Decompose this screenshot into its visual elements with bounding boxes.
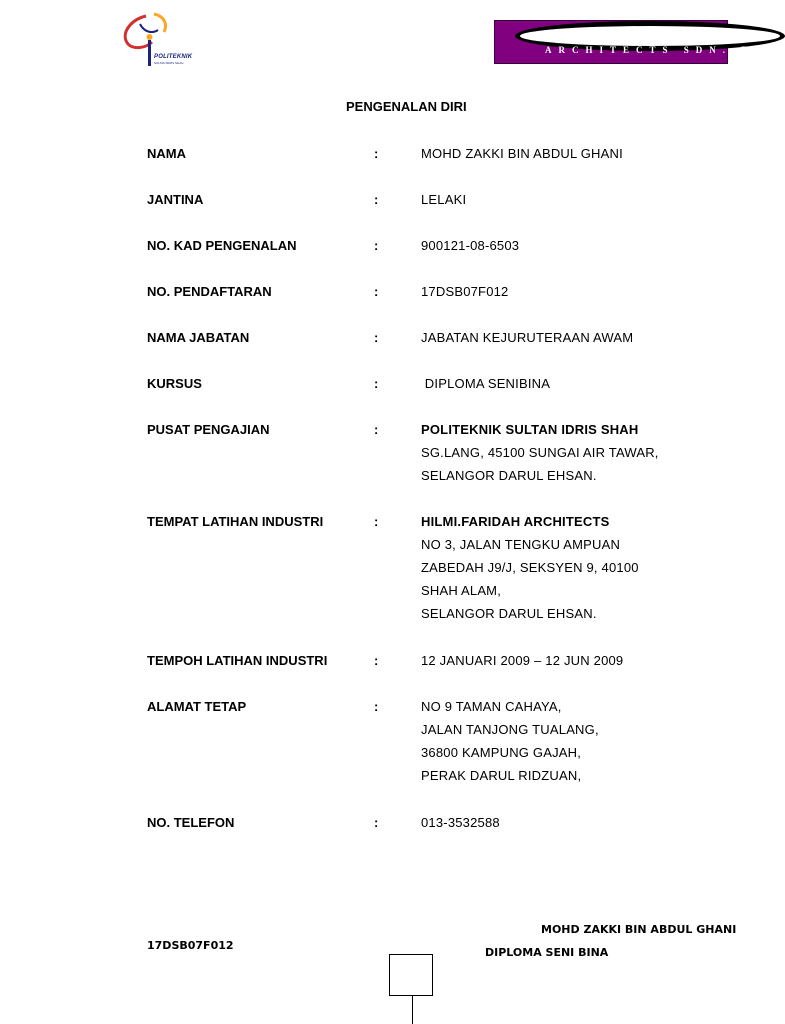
footer-registration-number: 17DSB07F012	[147, 939, 234, 952]
field-value-line: JALAN TANJONG TUALANG,	[421, 722, 599, 737]
field-label: NAMA	[147, 146, 186, 161]
field-label: NO. TELEFON	[147, 815, 235, 830]
field-value	[421, 234, 519, 257]
field-value	[421, 510, 639, 625]
field-colon: :	[374, 330, 379, 345]
field-colon: :	[374, 699, 379, 714]
field-value-line: SHAH ALAM,	[421, 583, 502, 598]
field-value-line: 17DSB07F012	[421, 284, 509, 299]
field-value	[421, 649, 623, 672]
footer-page-box	[389, 954, 433, 996]
field-value	[421, 695, 599, 787]
footer-page-box-stem	[412, 996, 413, 1024]
field-label: NO. PENDAFTARAN	[147, 284, 272, 299]
field-label: ALAMAT TETAP	[147, 699, 247, 714]
politeknik-logo	[118, 10, 204, 70]
architects-logo-text: ARCHITECTS SDN. BHD	[545, 45, 782, 55]
field-value-line: MOHD ZAKKI BIN ABDUL GHANI	[421, 146, 623, 161]
field-colon: :	[374, 653, 379, 668]
field-value	[421, 280, 508, 303]
field-colon: :	[374, 422, 379, 437]
politeknik-logo-text: POLITEKNIK	[154, 54, 193, 60]
field-label: KURSUS	[147, 376, 202, 391]
field-value-line: POLITEKNIK SULTAN IDRIS SHAH	[421, 422, 639, 437]
field-label: NAMA JABATAN	[147, 330, 250, 345]
field-value	[421, 811, 500, 834]
field-colon: :	[374, 815, 379, 830]
field-value-line: 013-3532588	[421, 815, 500, 830]
field-value	[421, 326, 633, 349]
field-value	[421, 188, 466, 211]
field-value-line: JABATAN KEJURUTERAAN AWAM	[421, 330, 634, 345]
field-value-line: ZABEDAH J9/J, SEKSYEN 9, 40100	[421, 560, 639, 575]
field-value-line: 12 JANUARI 2009 – 12 JUN 2009	[421, 653, 624, 668]
field-value-line: LELAKI	[421, 192, 467, 207]
politeknik-logo-subtext: SULTAN IDRIS SHAH	[154, 61, 184, 65]
field-colon: :	[374, 238, 379, 253]
field-value-line: PERAK DARUL RIDZUAN,	[421, 768, 582, 783]
field-label: TEMPAT LATIHAN INDUSTRI	[147, 514, 324, 529]
field-value-line: NO 9 TAMAN CAHAYA,	[421, 699, 562, 714]
page-title: PENGENALAN DIRI	[346, 99, 467, 114]
field-value-line: NO 3, JALAN TENGKU AMPUAN	[421, 537, 621, 552]
field-colon: :	[374, 514, 379, 529]
field-value-line: SELANGOR DARUL EHSAN.	[421, 606, 597, 621]
field-label: NO. KAD PENGENALAN	[147, 238, 297, 253]
field-label: PUSAT PENGAJIAN	[147, 422, 270, 437]
footer-student-name: MOHD ZAKKI BIN ABDUL GHANI	[541, 923, 737, 936]
field-colon: :	[374, 192, 379, 207]
field-value-line: SG.LANG, 45100 SUNGAI AIR TAWAR,	[421, 445, 659, 460]
field-value	[421, 142, 623, 165]
footer-course: DIPLOMA SENI BINA	[485, 946, 609, 959]
field-colon: :	[374, 146, 379, 161]
field-label: JANTINA	[147, 192, 204, 207]
field-value-line: SELANGOR DARUL EHSAN.	[421, 468, 597, 483]
field-value	[421, 418, 659, 487]
field-colon: :	[374, 284, 379, 299]
architects-logo	[494, 20, 782, 64]
field-colon: :	[374, 376, 379, 391]
field-value-line: DIPLOMA SENIBINA	[421, 376, 551, 391]
field-value-line: 36800 KAMPUNG GAJAH,	[421, 745, 582, 760]
field-label: TEMPOH LATIHAN INDUSTRI	[147, 653, 328, 668]
field-value-line: 900121-08-6503	[421, 238, 520, 253]
field-value	[421, 372, 550, 395]
field-value-line: HILMI.FARIDAH ARCHITECTS	[421, 514, 610, 529]
